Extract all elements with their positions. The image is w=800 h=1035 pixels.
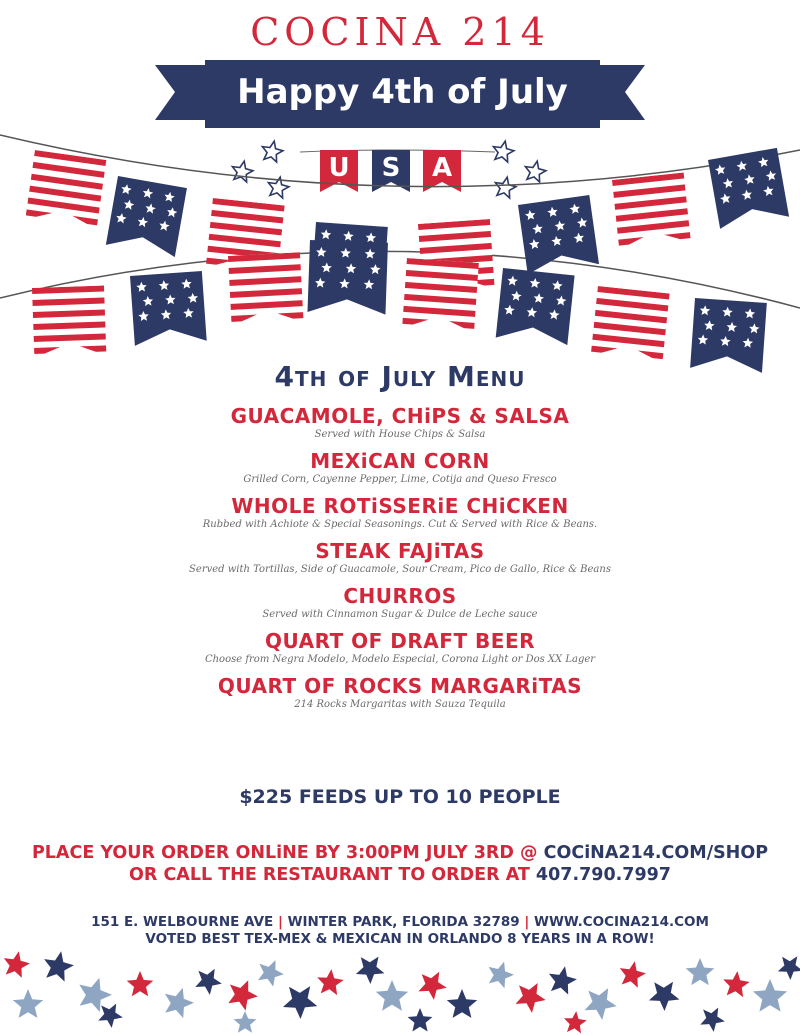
star-icon [79,978,112,1012]
star-icon [723,971,750,997]
tagline: VOTED BEST TEX-MEX & MEXICAN IN ORLANDO 8 YEARS IN A ROW! [145,931,655,947]
star-icon [234,1011,257,1033]
menu-title: 4th of July Menu [274,360,526,393]
star-flag [708,148,789,229]
usa-letter-s: S [381,153,401,183]
star-icon [228,980,258,1010]
street-address: 151 E. WELBOURNE AVE [91,914,274,930]
star-icon [408,1008,433,1032]
menu-item [0,539,800,576]
usa-letter-u: U [328,153,350,183]
menu-item [0,449,800,486]
striped-flag [591,286,670,363]
star-icon [418,972,446,1000]
star-icon [753,979,787,1012]
address-line [0,914,800,931]
star-icon [489,962,514,989]
menu-item-desc: Grilled Corn, Cayenne Pepper, Lime, Cotija and Queso Fresco [243,474,557,485]
menu-item [0,404,800,441]
star-icon [700,1008,725,1032]
menu-item-desc: Served with Cinnamon Sugar & Dulce de Leche sauce [262,609,538,620]
order-line-2 [0,864,800,886]
brand-title: COCINA 214 [250,10,550,54]
star-icon [686,958,715,985]
menu-item-name: CHURROS [343,584,457,608]
order-line-1 [0,842,800,864]
star-flag [307,240,387,315]
separator: | [277,914,283,930]
phone-number[interactable]: 407.790.7997 [535,865,671,885]
star-icon [258,960,284,987]
star-icon [564,1011,587,1033]
separator: | [524,914,530,930]
star-icon [376,980,408,1011]
star-icon [283,986,317,1019]
star-icon [620,961,646,987]
banner-text: Happy 4th of July [237,72,568,112]
menu-item-name: GUACAMOLE, CHiPS & SALSA [230,404,570,428]
menu-item-desc: Served with Tortillas, Side of Guacamole, Sour Cream, Pico de Gallo, Rice & Beans [189,564,611,575]
star-icon [447,989,477,1018]
striped-flag [402,258,479,333]
bunting-flags [0,0,800,380]
menu-item-desc: Rubbed with Achiote & Special Seasonings. Cut & Served with Rice & Beans. [202,519,598,530]
menu-items [0,404,800,719]
striped-flag [612,172,691,249]
order-deadline-text: PLACE YOUR ORDER ONLiNE BY 3:00PM JULY 3RD @ [31,843,538,863]
order-call-text: OR CALL THE RESTAURANT TO ORDER AT [129,865,530,885]
menu-item-name: WHOLE ROTiSSERiE CHiCKEN [231,494,569,518]
menu-item-desc: Choose from Negra Modelo, Modelo Especial, Corona Light or Dos XX Lager [204,654,596,665]
star-icon [127,971,154,996]
star-icon [649,982,680,1011]
usa-letter-a: A [431,153,453,183]
city-state-zip: WINTER PARK, FLORIDA 32789 [287,914,520,930]
star-icon [516,983,546,1013]
price-line: $225 FEEDS UP TO 10 PEOPLE [239,786,561,808]
star-icon [549,966,577,994]
menu-item [0,494,800,531]
menu-item-desc: 214 Rocks Margaritas with Sauza Tequila [294,699,506,710]
star-icon [13,989,43,1018]
menu-item-name: QUART OF DRAFT BEER [264,629,536,653]
menu-item [0,584,800,621]
star-flag [130,271,207,346]
striped-flag [32,285,106,357]
website-link[interactable]: WWW.COCINA214.COM [534,914,709,930]
star-icon [356,957,385,984]
star-icon [317,969,344,995]
star-icon [165,988,194,1018]
star-icon [778,956,800,980]
menu-item-name: QUART OF ROCKS MARGARiTAS [217,674,583,698]
bottom-stars-decoration [0,945,800,1035]
menu-item-name: MEXiCAN CORN [310,449,490,473]
menu-item [0,629,800,666]
striped-flag [228,252,304,326]
star-flag [496,268,575,345]
star-icon [195,969,222,995]
menu-item [0,674,800,711]
star-icon [4,951,30,977]
menu-item-desc: Served with House Chips & Salsa [314,429,486,440]
star-icon [44,951,74,981]
star-icon [585,988,617,1020]
footer-info [0,914,800,948]
striped-flag [25,150,106,229]
star-flag [518,195,599,274]
shop-link[interactable]: COCiNA214.COM/SHOP [543,843,769,863]
star-icon [98,1004,123,1028]
order-info [0,842,800,886]
menu-item-name: STEAK FAJiTAS [315,539,485,563]
star-flag [106,176,187,257]
